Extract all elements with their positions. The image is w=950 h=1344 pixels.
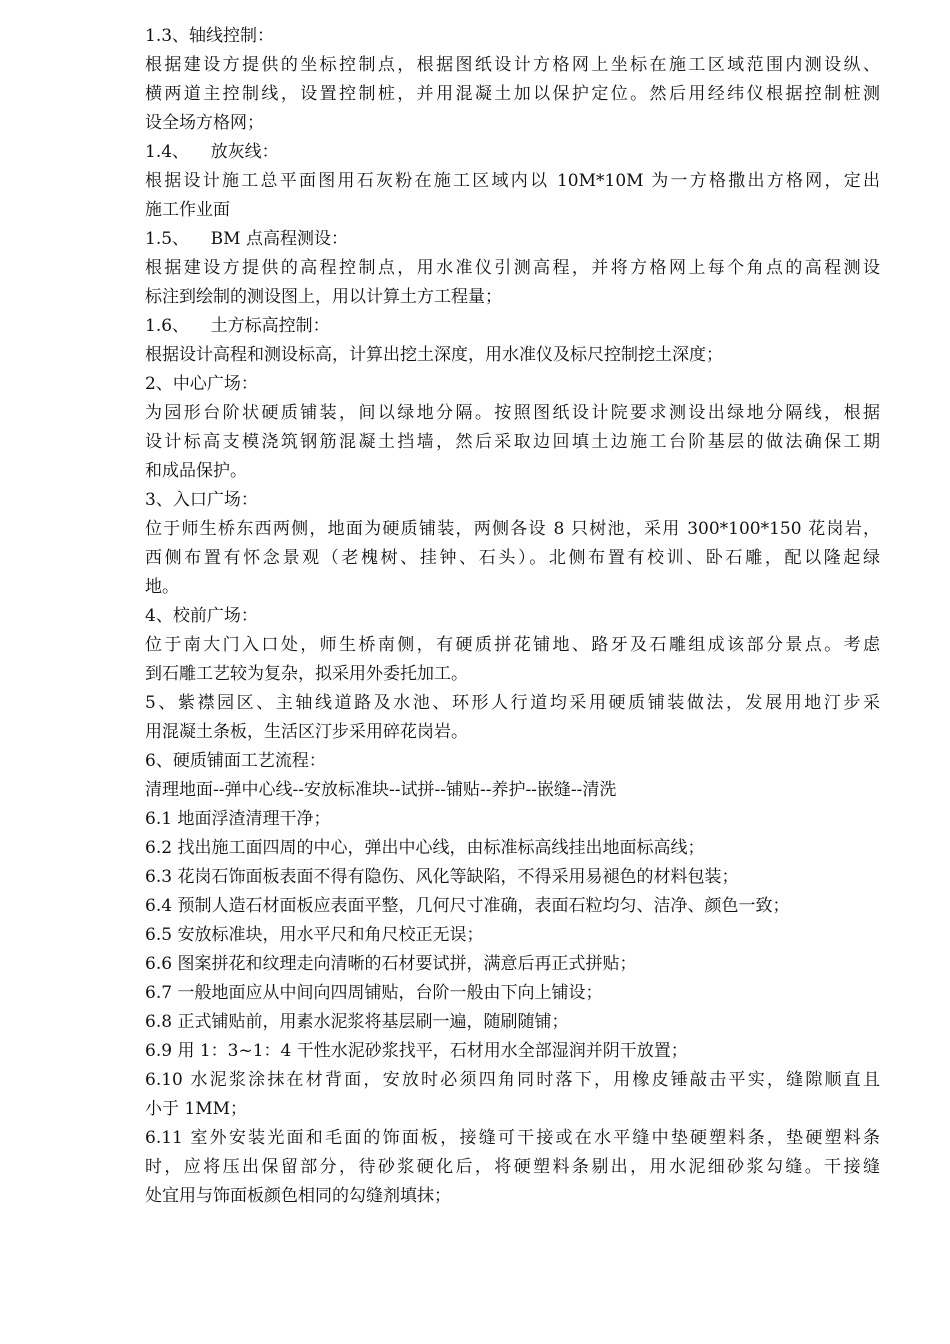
- paragraph-line: 地。: [145, 577, 179, 597]
- step-6-8: 6.8 正式铺贴前，用素水泥浆将基层刷一遍，随刷随铺；: [145, 1012, 569, 1032]
- step-6-4: 6.4 预制人造石材面板应表面平整，几何尺寸准确，表面石粒均匀、洁净、颜色一致；: [145, 896, 790, 916]
- heading-1-4: 1.4、 放灰线：: [145, 142, 279, 162]
- step-6-1: 6.1 地面浮渣清理干净；: [145, 809, 331, 829]
- paragraph-line: 位于南大门入口处，师生桥南侧，有硬质拼花铺地、路牙及石雕组成该部分景点。考虑: [145, 635, 880, 655]
- document-body: [145, 22, 880, 1211]
- step-6-6: 6.6 图案拼花和纹理走向清晰的石材要试拼，满意后再正式拼贴；: [145, 954, 637, 974]
- step-6-9: 6.9 用 1：3~1：4 干性水泥砂浆找平，石材用水全部湿润并阴干放置；: [145, 1041, 688, 1061]
- paragraph-line: 和成品保护。: [145, 461, 247, 481]
- heading-1-5: 1.5、 BM 点高程测设：: [145, 229, 348, 249]
- paragraph-line: 小于 1MM；: [145, 1099, 248, 1119]
- heading-1-6: 1.6、 土方标高控制：: [145, 316, 330, 336]
- step-6-7: 6.7 一般地面应从中间向四周铺贴，台阶一般由下向上铺设；: [145, 983, 603, 1003]
- paragraph-line: 西侧布置有怀念景观（老槐树、挂钟、石头）。北侧布置有校训、卧石雕，配以隆起绿: [145, 548, 880, 568]
- paragraph-line: 标注到绘制的测设图上，用以计算土方工程量；: [145, 287, 502, 307]
- paragraph-line: 根据建设方提供的坐标控制点，根据图纸设计方格网上坐标在施工区域范围内测设纵、: [145, 55, 880, 75]
- paragraph-line: 处宜用与饰面板颜色相同的勾缝剂填抹；: [145, 1186, 451, 1206]
- paragraph-line: 设全场方格网；: [145, 113, 264, 133]
- heading-2: 2、中心广场：: [145, 374, 258, 394]
- heading-3: 3、入口广场：: [145, 490, 258, 510]
- paragraph-line: 根据设计高程和测设标高，计算出挖土深度，用水准仪及标尺控制挖土深度；: [145, 345, 723, 365]
- step-6-10: 6.10 水泥浆涂抹在材背面，安放时必须四角同时落下，用橡皮锤敲击平实，缝隙顺直且: [145, 1070, 880, 1090]
- paragraph-line: 设计标高支模浇筑钢筋混凝土挡墙，然后采取边回填土边施工台阶基层的做法确保工期: [145, 432, 880, 452]
- step-6-11: 6.11 室外安装光面和毛面的饰面板，接缝可干接或在水平缝中垫硬塑料条，垫硬塑料条: [145, 1128, 880, 1148]
- heading-6: 6、硬质铺面工艺流程：: [145, 751, 326, 771]
- paragraph-line: 根据建设方提供的高程控制点，用水准仪引测高程，并将方格网上每个角点的高程测设: [145, 258, 880, 278]
- paragraph-line: 横两道主控制线，设置控制桩，并用混凝土加以保护定位。然后用经纬仪根据控制桩测: [145, 84, 880, 104]
- paragraph-line: 5、紫襟园区、主轴线道路及水池、环形人行道均采用硬质铺装做法，发展用地汀步采: [145, 693, 880, 713]
- paragraph-line: 时，应将压出保留部分，待砂浆硬化后，将硬塑料条剔出，用水泥细砂浆勾缝。干接缝: [145, 1157, 880, 1177]
- paragraph-line: 用混凝土条板，生活区汀步采用碎花岗岩。: [145, 722, 468, 742]
- paragraph-line: 施工作业面: [145, 200, 230, 220]
- heading-1-3: 1.3、轴线控制：: [145, 26, 275, 46]
- paragraph-line: 为园形台阶状硬质铺装，间以绿地分隔。按照图纸设计院要求测设出绿地分隔线，根据: [145, 403, 880, 423]
- step-6-5: 6.5 安放标准块，用水平尺和角尺校正无误；: [145, 925, 484, 945]
- step-6-3: 6.3 花岗石饰面板表面不得有隐伤、风化等缺陷，不得采用易褪色的材料包装；: [145, 867, 739, 887]
- heading-4: 4、校前广场：: [145, 606, 258, 626]
- step-6-2: 6.2 找出施工面四周的中心，弹出中心线，由标准标高线挂出地面标高线；: [145, 838, 705, 858]
- paragraph-line: 根据设计施工总平面图用石灰粉在施工区域内以 10M*10M 为一方格撒出方格网，定出: [145, 171, 880, 191]
- paragraph-line: 位于师生桥东西两侧，地面为硬质铺装，两侧各设 8 只树池，采用 300*100*150 花岗岩，: [145, 519, 880, 539]
- paragraph-line: 到石雕工艺较为复杂，拟采用外委托加工。: [145, 664, 468, 684]
- process-flow-line: 清理地面--弹中心线--安放标准块--试拼--铺贴--养护--嵌缝--清洗: [145, 780, 617, 800]
